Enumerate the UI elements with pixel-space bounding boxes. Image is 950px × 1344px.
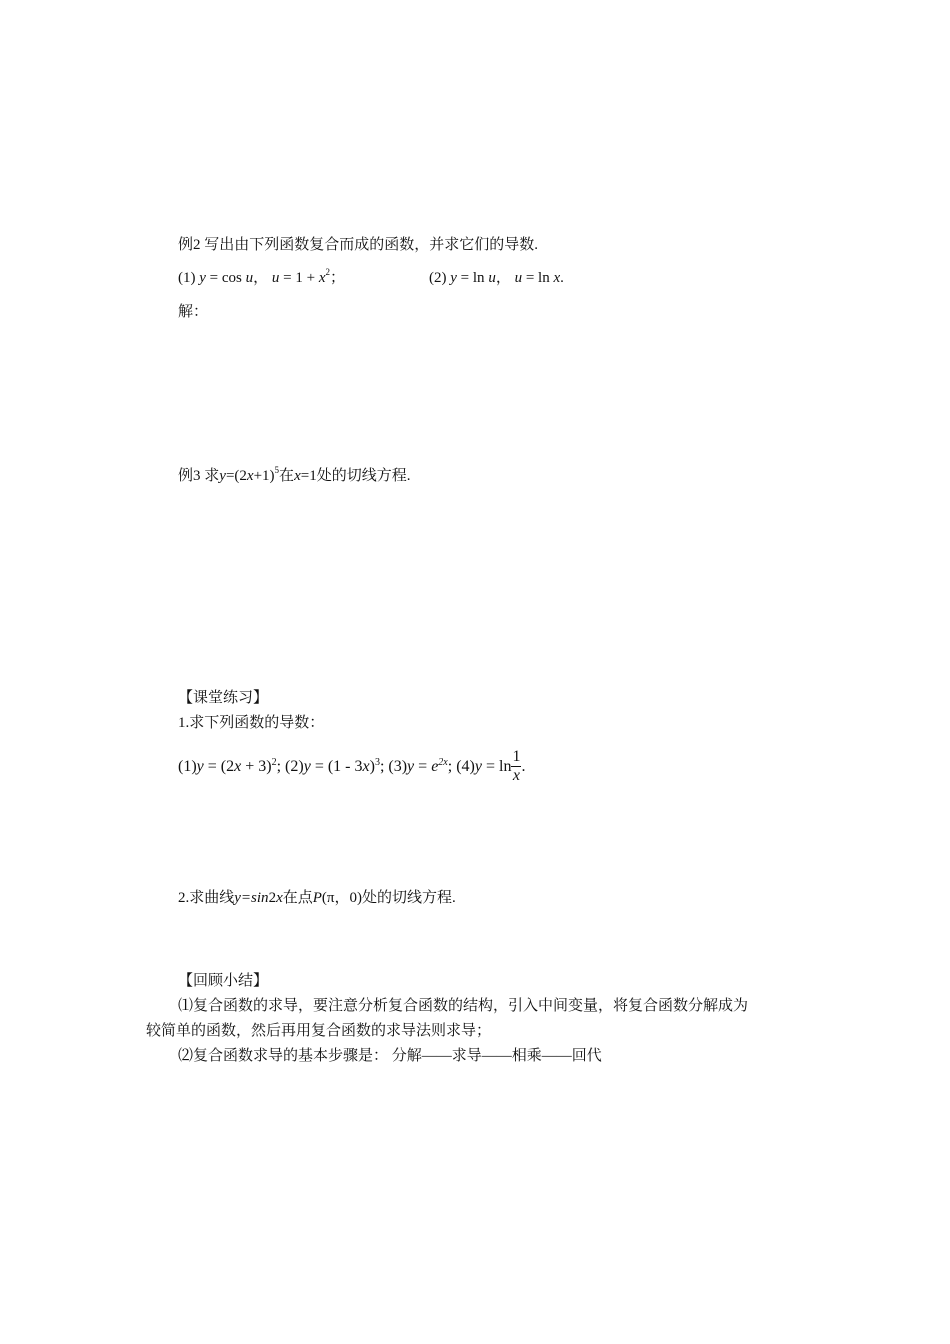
practice-question-1: 1.求下列函数的导数：	[178, 715, 325, 731]
example2-title: 例2 写出由下列函数复合而成的函数，并求它们的导数.	[178, 237, 539, 253]
example2-solution-label: 解：	[178, 304, 209, 320]
example2-item2: (2) y = ln u， u = ln x.	[429, 270, 564, 286]
review-heading: 【回顾小结】	[178, 973, 269, 989]
review-point-1-line-1: ⑴复合函数的求导，要注意分析复合函数的结构，引入中间变量，将复合函数分解成为	[178, 998, 749, 1014]
example2-item1: (1) y = cos u， $u = 1 + x^2$；	[178, 267, 346, 286]
example3-question: 例3 求$y=(2x+1)^5$在x=1处的切线方程.	[178, 465, 411, 484]
practice-formulas: $(1)y = (2x + 3)^2$; (2)y = (1 - 3x)$^3$; $(3)y = e^{2x}$; (4)y = ln $\frac{1}{x}$ .	[178, 747, 526, 784]
fraction-one-over-x: $\frac{1}{x}$	[512, 747, 521, 784]
practice-heading: 【课堂练习】	[178, 690, 269, 706]
practice-question-2: 2.求曲线y=sin2x在点P(π，0)处的切线方程.	[178, 890, 456, 906]
review-point-2: ⑵复合函数求导的基本步骤是： 分解——求导——相乘——回代	[178, 1048, 602, 1064]
review-point-1-line-2: 较简单的函数，然后再用复合函数的求导法则求导；	[146, 1023, 492, 1039]
